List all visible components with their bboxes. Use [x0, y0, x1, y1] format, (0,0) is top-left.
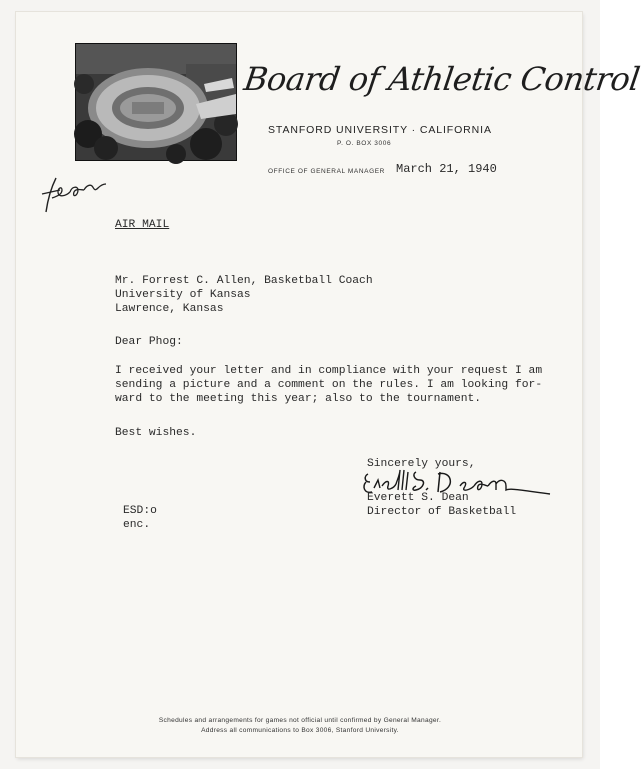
organization-name: Board of Athletic Control — [241, 60, 642, 98]
salutation: Dear Phog: — [115, 336, 183, 348]
letter-body — [115, 364, 542, 406]
footer-line: Schedules and arrangements for games not official until confirmed by General Manager. — [158, 717, 442, 724]
stadium-photo — [75, 43, 237, 161]
reference-initials: ESD:o — [123, 505, 157, 517]
air-mail-notation: AIR MAIL — [115, 219, 170, 231]
body-line: sending a picture and a comment on the rules. I am looking for- — [115, 379, 543, 391]
recipient-line: University of Kansas — [115, 289, 251, 301]
body-line: I received your letter and in compliance with your request I am — [115, 365, 543, 377]
signer-block — [367, 491, 516, 519]
recipient-line: Lawrence, Kansas — [115, 303, 224, 315]
recipient-address — [115, 274, 373, 316]
recipient-line: Mr. Forrest C. Allen, Basketball Coach — [115, 275, 373, 287]
closing-wishes: Best wishes. — [115, 427, 197, 439]
handwritten-note — [38, 172, 108, 218]
valediction: Sincerely yours, — [367, 458, 476, 470]
letter-date: March 21, 1940 — [396, 162, 497, 176]
letterhead-footer — [0, 716, 600, 736]
po-box-line: P. O. BOX 3006 — [337, 140, 392, 147]
signer-title: Director of Basketball — [367, 506, 517, 518]
enclosure-notation: enc. — [123, 519, 151, 531]
signer-name: Everett S. Dean — [367, 492, 469, 504]
footer-line: Address all communications to Box 3006, Stanford University. — [201, 727, 399, 734]
office-line: OFFICE OF GENERAL MANAGER — [268, 168, 385, 175]
university-line: STANFORD UNIVERSITY · CALIFORNIA — [268, 124, 492, 136]
body-line: ward to the meeting this year; also to the tournament. — [115, 393, 482, 405]
reference-block — [123, 504, 157, 532]
